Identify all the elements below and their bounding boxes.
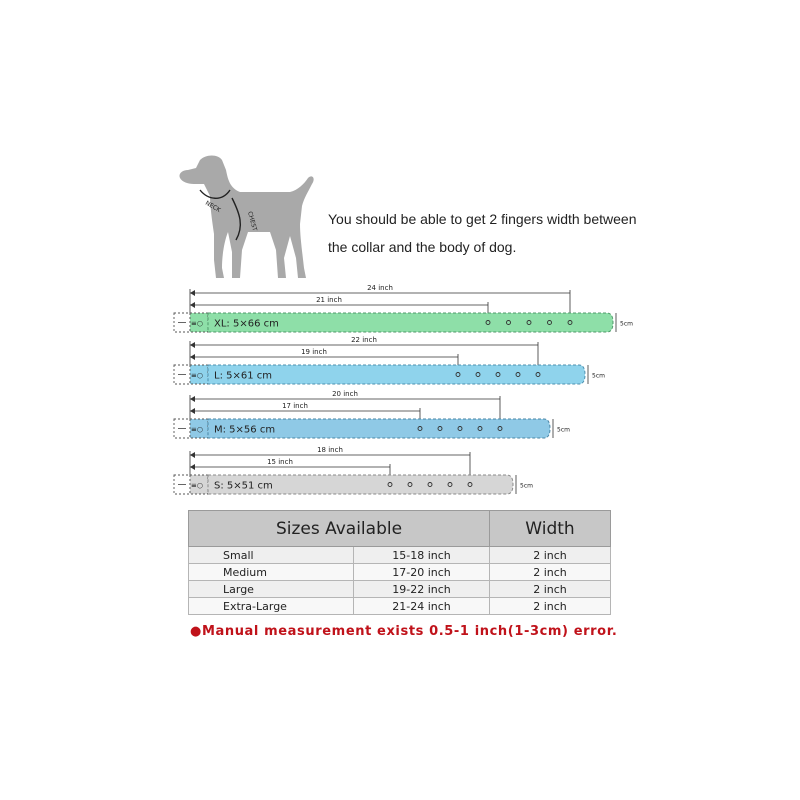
size-cell: Large [189, 581, 354, 598]
width-label: 5cm [592, 372, 605, 380]
width-cell: 2 inch [490, 547, 611, 564]
max-length-label: 22 inch [351, 336, 377, 344]
buckle-icon: ≡○ [191, 425, 203, 434]
arrow-head [190, 396, 195, 402]
measurement-error-note: ●Manual measurement exists 0.5-1 inch(1-3cm) error. [190, 624, 618, 639]
collar-size-label: M: 5×56 cm [214, 424, 276, 436]
buckle-icon: ≡○ [191, 319, 203, 328]
table-row [189, 547, 611, 564]
range-cell: 15-18 inch [354, 547, 490, 564]
max-length-label: 24 inch [367, 284, 393, 292]
collar-size-label: L: 5×61 cm [214, 370, 273, 382]
size-cell: Medium [189, 564, 354, 581]
width-label: 5cm [520, 482, 533, 490]
table-header-sizes: Sizes Available [189, 511, 490, 547]
chest-label: CHEST [246, 210, 258, 232]
fit-note-line2: the collar and the body of dog. [328, 239, 517, 255]
size-table [188, 510, 611, 615]
arrow-head [190, 302, 195, 308]
arrow-head [190, 408, 195, 414]
arrow-head [190, 290, 195, 296]
min-length-label: 15 inch [267, 458, 293, 466]
table-row [189, 581, 611, 598]
min-length-label: 17 inch [282, 402, 308, 410]
arrow-head [190, 342, 195, 348]
buckle-icon: ≡○ [191, 481, 203, 490]
collar-size-label: XL: 5×66 cm [214, 318, 279, 330]
min-length-label: 21 inch [316, 296, 342, 304]
neck-label: NECK [204, 199, 222, 214]
buckle-icon: ≡○ [191, 371, 203, 380]
width-cell: 2 inch [490, 564, 611, 581]
table-header-width: Width [490, 511, 611, 547]
size-cell: Small [189, 547, 354, 564]
min-length-label: 19 inch [301, 348, 327, 356]
max-length-label: 20 inch [332, 390, 358, 398]
size-cell: Extra-Large [189, 598, 354, 615]
range-cell: 21-24 inch [354, 598, 490, 615]
width-label: 5cm [557, 426, 570, 434]
range-cell: 19-22 inch [354, 581, 490, 598]
table-row [189, 598, 611, 615]
width-cell: 2 inch [490, 598, 611, 615]
fit-note-line1: You should be able to get 2 fingers width between [328, 211, 637, 227]
table-row [189, 564, 611, 581]
width-label: 5cm [620, 320, 633, 328]
max-length-label: 18 inch [317, 446, 343, 454]
width-cell: 2 inch [490, 581, 611, 598]
arrow-head [190, 354, 195, 360]
collar-size-label: S: 5×51 cm [214, 480, 273, 492]
arrow-head [190, 452, 195, 458]
arrow-head [190, 464, 195, 470]
range-cell: 17-20 inch [354, 564, 490, 581]
